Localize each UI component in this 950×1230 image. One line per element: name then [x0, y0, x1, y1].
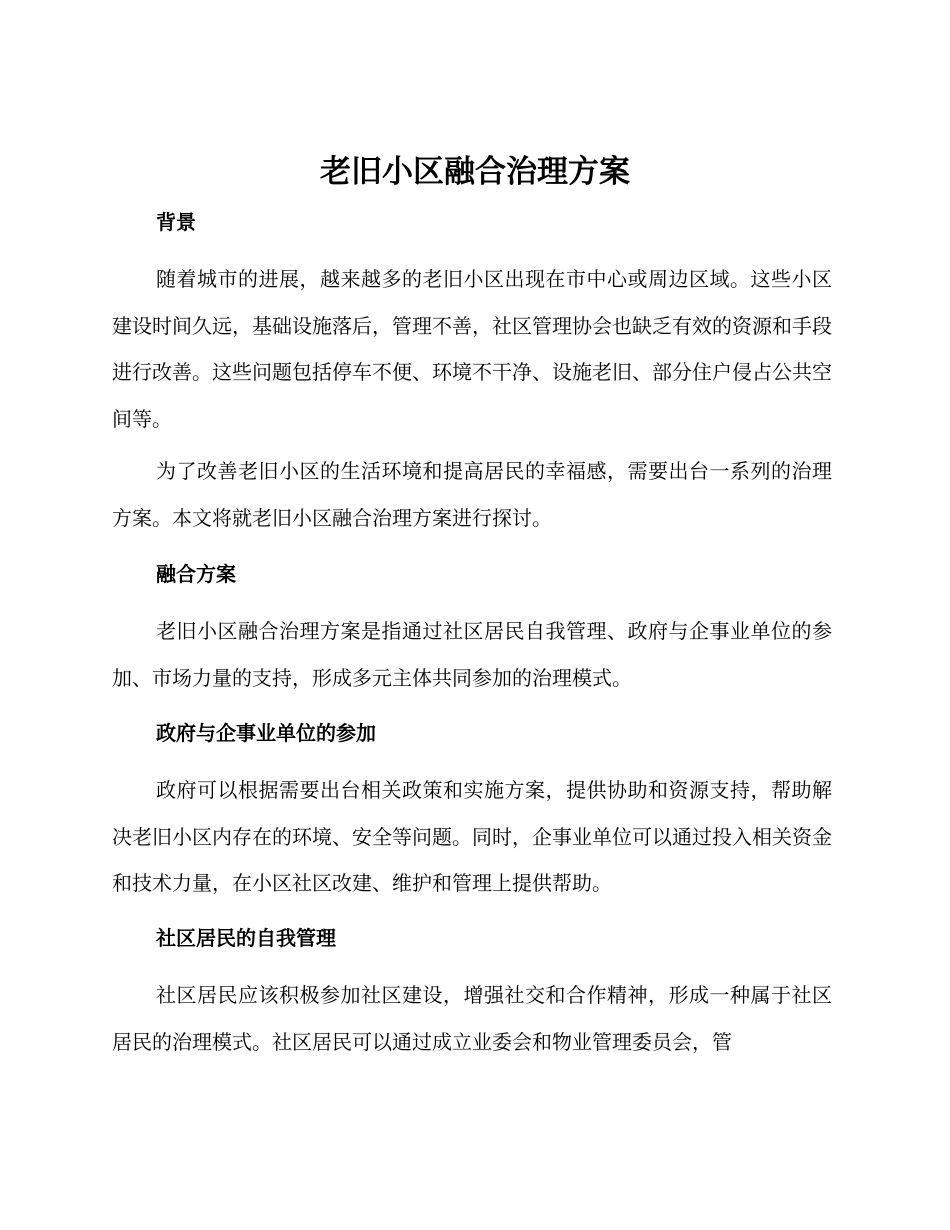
paragraph: 老旧小区融合治理方案是指通过社区居民自我管理、政府与企事业单位的参加、市场力量的支持，形成多元主体共同参加的治理模式。: [112, 619, 832, 690]
paragraph: 随着城市的进展，越来越多的老旧小区出现在市中心或周边区域。这些小区建设时间久远，基础设施落后，管理不善，社区管理协会也缺乏有效的资源和手段进行改善。这些问题包括停车不便、环境不干净、设施老旧、部分住户侵占公共空间等。: [112, 267, 832, 431]
paragraph: 政府可以根据需要出台相关政策和实施方案，提供协助和资源支持，帮助解决老旧小区内存在的环境、安全等问题。同时，企事业单位可以通过投入相关资金和技术力量，在小区社区改建、维护和管理上提供帮助。: [112, 778, 832, 895]
document-title: 老旧小区融合治理方案: [320, 154, 630, 190]
paragraph: 社区居民应该积极参加社区建设，增强社交和合作精神，形成一种属于社区居民的治理模式。社区居民可以通过成立业委会和物业管理委员会，管: [112, 983, 832, 1054]
section-heading-fusion-plan: 融合方案: [156, 562, 236, 586]
section-heading-government-participation: 政府与企事业单位的参加: [156, 721, 376, 745]
section-heading-resident-self-management: 社区居民的自我管理: [156, 926, 336, 950]
section-heading-background: 背景: [156, 210, 196, 234]
paragraph: 为了改善老旧小区的生活环境和提高居民的幸福感，需要出台一系列的治理方案。本文将就老旧小区融合治理方案进行探讨。: [112, 459, 832, 530]
